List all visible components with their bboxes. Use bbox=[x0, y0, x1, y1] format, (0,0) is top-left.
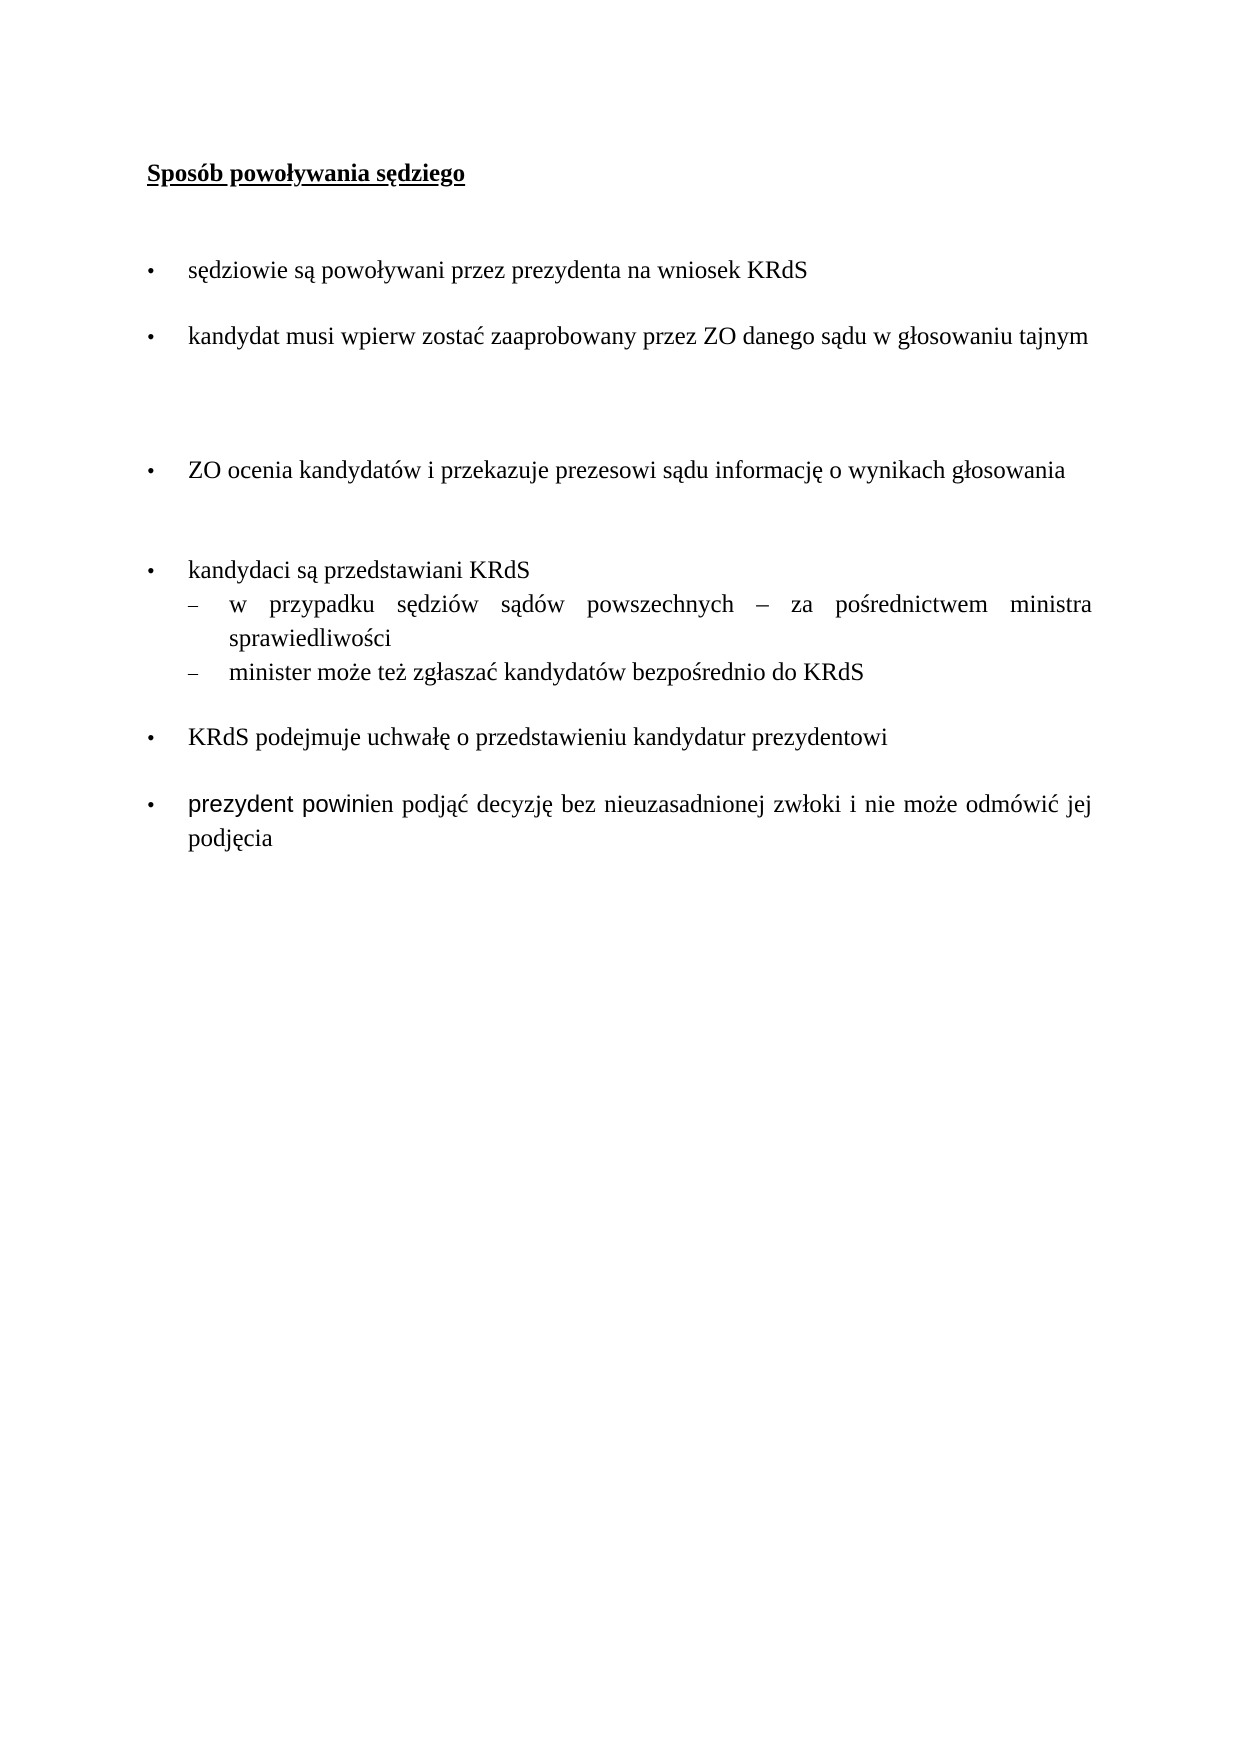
list-item-text: kandydaci są przedstawiani KRdS bbox=[188, 557, 531, 584]
list-item-text: kandydat musi wpierw zostać zaaprobowany przez ZO danego sądu w głosowaniu tajnym bbox=[188, 323, 1089, 350]
list-item-text: ZO ocenia kandydatów i przekazuje prezesowi sądu informację o wynikach głosowania bbox=[188, 457, 1066, 484]
list-item-text-rest: en podjąć decyzję bez nieuzasadnionej zwłoki i nie może odmówić jej podjęcia bbox=[188, 791, 1092, 852]
sub-list-item-text: w przypadku sędziów sądów powszechnych – za pośrednictwem ministra sprawiedliwości bbox=[229, 591, 1092, 652]
dash-icon: – bbox=[188, 594, 198, 616]
sub-list-item bbox=[188, 588, 1092, 656]
bullet-icon: • bbox=[147, 558, 155, 583]
bullet-icon: • bbox=[147, 458, 155, 483]
list-item-text: KRdS podejmuje uchwałę o przedstawieniu kandydatur prezydentowi bbox=[188, 724, 888, 751]
bullet-icon: • bbox=[147, 725, 155, 750]
document-title: Sposób powoływania sędziego bbox=[147, 160, 466, 187]
list-item-text bbox=[188, 788, 1092, 856]
bullet-icon: • bbox=[147, 324, 155, 349]
list-item bbox=[147, 721, 1092, 755]
dash-icon: – bbox=[188, 662, 198, 684]
sub-list-item bbox=[188, 656, 1092, 690]
list-item-text-sans-run: prezydent powini bbox=[188, 791, 371, 818]
list-item bbox=[147, 554, 1092, 690]
list-item bbox=[147, 320, 1092, 354]
list-item bbox=[147, 254, 1092, 288]
sub-list-item-text: minister może też zgłaszać kandydatów bezpośrednio do KRdS bbox=[229, 659, 865, 686]
bullet-icon: • bbox=[147, 258, 155, 283]
list-item-text: sędziowie są powoływani przez prezydenta na wniosek KRdS bbox=[188, 257, 808, 284]
bullet-icon: • bbox=[147, 792, 155, 817]
list-item bbox=[147, 788, 1092, 856]
list-item bbox=[147, 454, 1092, 488]
